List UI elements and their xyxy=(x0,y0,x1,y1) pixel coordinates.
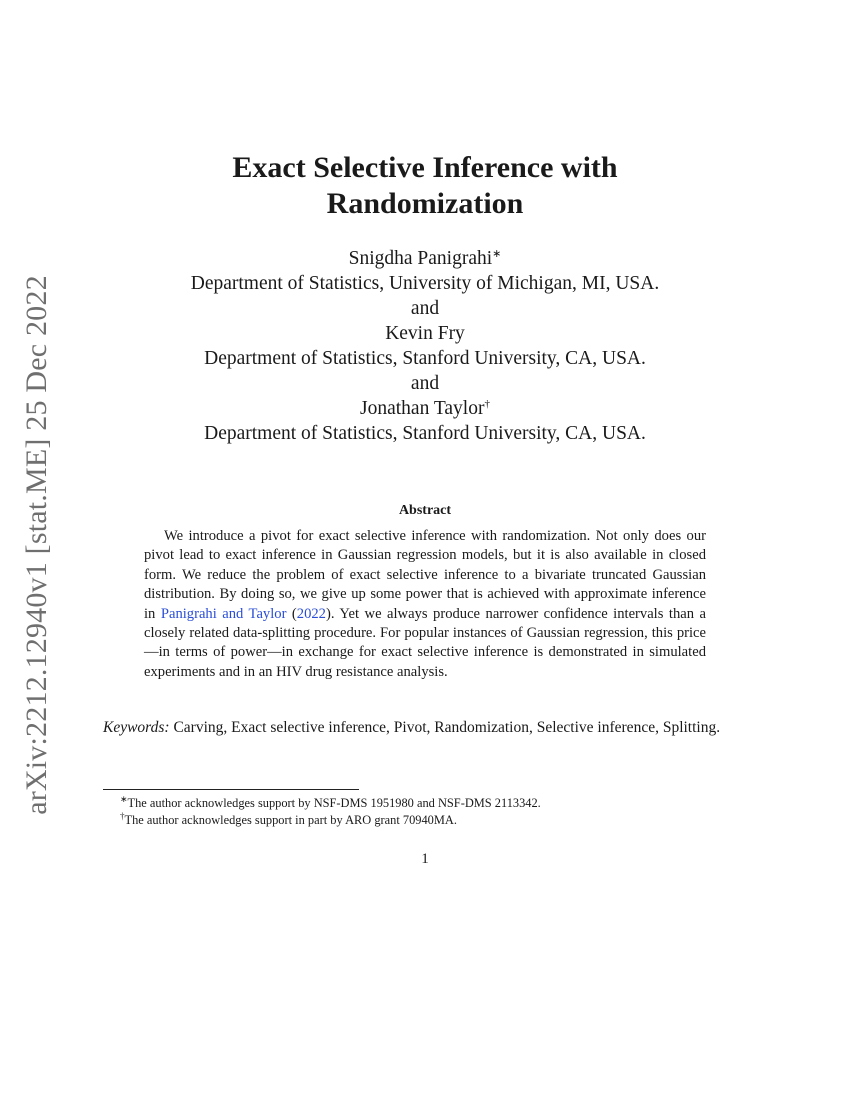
arxiv-identifier-stamp: arXiv:2212.12940v1 [stat.ME] 25 Dec 2022 xyxy=(20,275,53,815)
footnote: ∗The author acknowledges support by NSF-DMS 1951980 and NSF-DMS 2113342. xyxy=(120,794,541,810)
title-line-1: Exact Selective Inference with xyxy=(232,151,618,184)
citation-link-authors[interactable]: Panigrahi and Taylor xyxy=(160,605,287,622)
author-name: Kevin Fry xyxy=(385,323,465,344)
footnote: †The author acknowledges support in part by ARO grant 70940MA. xyxy=(120,810,457,827)
abstract-body: We introduce a pivot for exact selective inference with randomization. Not only does our pivot lead to exact inference in Gaussian regression models, but it is also available in closed form. We reduce the problem of exact selective inference to a bivariate truncated Gaussian distribution. By doing so, we give up some power that is achieved with approximate inference in Panigrahi and Taylor (2022). Yet we always produce narrower confidence intervals than a closely related data-splitting procedure. For popular instances of Gaussian regression, this price—in terms of power—in exchange for exact selective inference is demonstrated in simulated experiments and in an HIV drug resistance analysis. xyxy=(144,528,706,680)
citation-link-year[interactable]: 2022 xyxy=(296,605,326,622)
paper-title xyxy=(120,150,730,222)
author-name: Snigdha Panigrahi∗ xyxy=(348,248,502,269)
footnote-mark: † xyxy=(120,810,125,821)
author-affiliation: Department of Statistics, University of Michigan, MI, USA. xyxy=(190,273,660,294)
author-block xyxy=(120,246,730,446)
abstract-heading: Abstract xyxy=(398,503,452,518)
footnote-divider xyxy=(103,789,359,790)
footnotes xyxy=(120,795,541,828)
author-separator: and xyxy=(410,298,440,319)
author-separator: and xyxy=(410,373,440,394)
footnote-mark: † xyxy=(484,398,490,410)
author-affiliation: Department of Statistics, Stanford University, CA, USA. xyxy=(204,423,646,444)
footnote-mark: ∗ xyxy=(120,794,128,804)
footnote-mark: ∗ xyxy=(492,248,502,260)
author-affiliation: Department of Statistics, Stanford University, CA, USA. xyxy=(204,348,646,369)
keywords-label: Keywords: xyxy=(103,719,170,736)
author-name: Jonathan Taylor† xyxy=(360,398,490,419)
title-line-2: Randomization xyxy=(326,187,524,220)
keywords-text: Carving, Exact selective inference, Pivot, Randomization, Selective inference, Splitting. xyxy=(173,719,721,736)
keywords xyxy=(103,717,748,738)
page-number: 1 xyxy=(421,851,429,867)
